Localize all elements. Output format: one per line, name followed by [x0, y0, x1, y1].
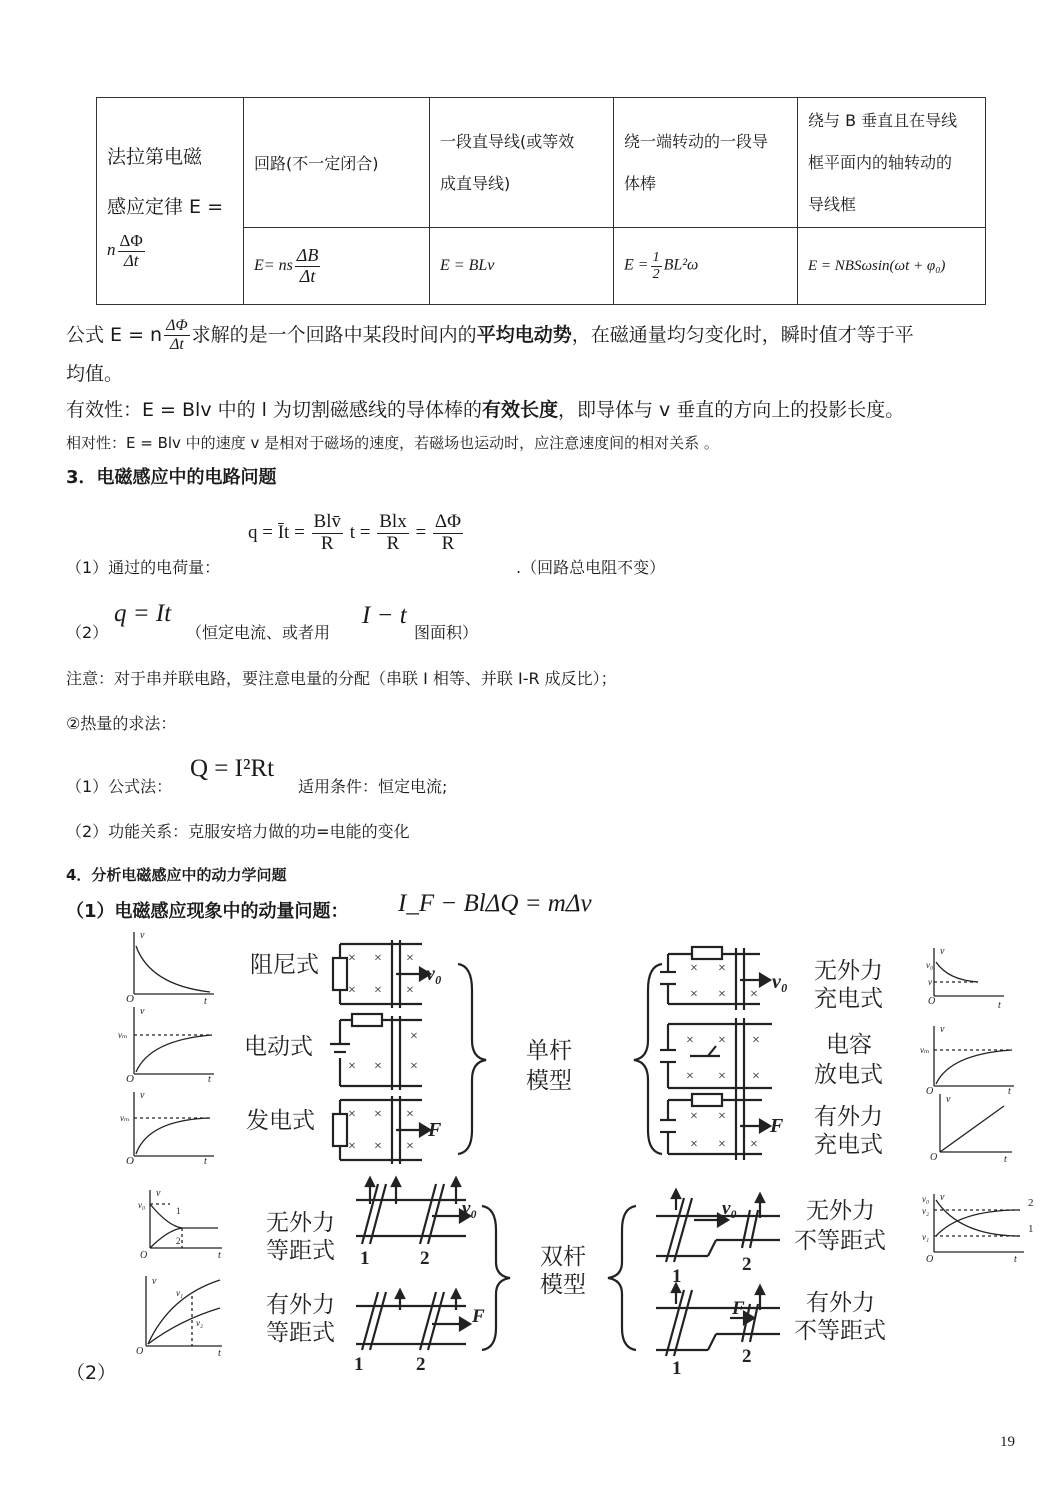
- axis-t: t: [1014, 1254, 1017, 1265]
- rod-number: 2: [742, 1346, 752, 1367]
- field-cross: ×: [406, 951, 414, 966]
- label-with-force-unequal: 有外力: [806, 1290, 875, 1316]
- rod-number: 2: [416, 1354, 426, 1375]
- graph-double-no-force-equal: [150, 1190, 222, 1248]
- label-single-rod: 单杆: [526, 1038, 572, 1064]
- momentum-label: （1）电磁感应现象中的动量问题：: [66, 901, 349, 922]
- field-cross: ×: [752, 1069, 760, 1084]
- label-with-force: 有外力: [814, 1104, 883, 1130]
- field-cross: ×: [752, 1033, 760, 1048]
- momentum-formula: I_F − BlΔQ = mΔv: [398, 890, 592, 917]
- brace-right-double: [608, 1206, 636, 1350]
- current-time-note1: （恒定电流、或者用: [186, 623, 331, 642]
- formula-straight-wire: E = BLv: [430, 228, 614, 305]
- velocity-label: v₀: [772, 971, 788, 993]
- heat-formula-note: 适用条件：恒定电流;: [298, 777, 448, 796]
- brace-left-double: [482, 1206, 510, 1350]
- rod-number: 1: [672, 1266, 682, 1287]
- axis-t: t: [218, 1250, 221, 1261]
- formula-rotating-rod: E = $\frac{1}{2}$ BL²ω: [614, 228, 798, 305]
- field-cross: ×: [686, 1069, 694, 1084]
- field-cross: ×: [410, 1059, 418, 1074]
- header-straight-wire: 一段直导线(或等效 成直导线): [430, 98, 614, 228]
- graph-double-force-equal: [146, 1276, 222, 1346]
- work-energy-relation: （2）功能关系：克服安培力做的功=电能的变化: [66, 822, 410, 841]
- field-cross: ×: [410, 1029, 418, 1044]
- rod-number: 1: [360, 1248, 370, 1269]
- graph-damping: [134, 932, 214, 994]
- graph-capacitor-discharge: [934, 1026, 1014, 1086]
- graph-no-force-charging: [934, 948, 1004, 996]
- axis-v: v: [940, 946, 945, 957]
- axis-origin: O: [136, 1346, 144, 1357]
- axis-v: v: [156, 1188, 161, 1199]
- current-time-graph-formula: I − t: [362, 602, 407, 629]
- brace-right-single: [634, 964, 662, 1154]
- axis-v: v: [152, 1276, 157, 1287]
- velocity-label: v₀: [426, 963, 442, 985]
- axis-origin: O: [926, 1254, 934, 1265]
- field-cross: ×: [690, 987, 698, 1002]
- label-charging: 充电式: [814, 986, 883, 1012]
- vm-label: vₘ: [920, 1045, 930, 1055]
- axis-origin: O: [926, 1086, 934, 1097]
- label-double-with-force: 有外力: [266, 1292, 335, 1318]
- field-cross: ×: [374, 983, 382, 998]
- field-cross: ×: [374, 1059, 382, 1074]
- page-number: 19: [1000, 1434, 1015, 1450]
- header-rotating-frame: 绕与 B 垂直且在导线 框平面内的轴转动的 导线框: [798, 98, 986, 228]
- header-rotating-rod: 绕一端转动的一段导 体棒: [614, 98, 798, 228]
- axis-t: t: [204, 996, 207, 1007]
- axis-t: t: [1004, 1154, 1007, 1165]
- curve-2-label: 2: [1028, 1197, 1034, 1209]
- axis-origin: O: [140, 1250, 148, 1261]
- curve-2-label: 2: [176, 1236, 181, 1246]
- axis-origin: O: [126, 993, 134, 1005]
- label-capacitor: 电容: [826, 1032, 872, 1058]
- field-cross: ×: [406, 1139, 414, 1154]
- field-cross: ×: [750, 1137, 758, 1152]
- label-double-rod: 双杆: [540, 1244, 586, 1270]
- charge-note: .（回路总电阻不变）: [516, 558, 666, 577]
- axis-v: v: [140, 1090, 145, 1101]
- graph-force-charging: [940, 1094, 1012, 1152]
- axis-v: v: [140, 1006, 145, 1017]
- field-cross: ×: [348, 983, 356, 998]
- label-discharge: 放电式: [814, 1062, 883, 1088]
- section-3-title: 3．电磁感应中的电路问题: [66, 467, 277, 488]
- field-cross: ×: [348, 1139, 356, 1154]
- field-cross: ×: [718, 1069, 726, 1084]
- axis-origin: O: [126, 1155, 134, 1167]
- label-double-no-force: 无外力: [266, 1210, 335, 1236]
- heat-heading: ②热量的求法：: [66, 714, 177, 733]
- field-cross: ×: [718, 961, 726, 976]
- rod-number: 2: [420, 1248, 430, 1269]
- field-cross: ×: [690, 1109, 698, 1124]
- paragraph-average-emf: 公式 E = n $\frac{\Delta\Phi}{\Delta t}$ 求解的是一个回路中某段时间内的平均电动势，在磁通量均匀变化时，瞬时值才等于平 均值。: [66, 317, 914, 385]
- v1-label: v₁: [922, 1232, 930, 1242]
- axis-v: v: [940, 1024, 945, 1035]
- row-header-line2: 感应定律 E =: [107, 195, 224, 218]
- field-cross: ×: [686, 1033, 694, 1048]
- charge-formula: q = Īt = $\frac{\text{Blv̄}}{R}$ t = $\frac{\text{Blx}}{R}$ = $\frac{\Delta\Phi}{R}$: [248, 511, 462, 554]
- axis-origin: O: [928, 996, 936, 1007]
- graph-motor: [134, 1007, 214, 1074]
- heat-formula-label: （1）公式法：: [66, 777, 173, 796]
- field-cross: ×: [690, 1137, 698, 1152]
- field-cross: ×: [348, 1059, 356, 1074]
- field-cross: ×: [718, 987, 726, 1002]
- axis-origin: O: [930, 1152, 938, 1163]
- label-unequal-spacing: 不等距式: [794, 1228, 886, 1254]
- field-cross: ×: [406, 1107, 414, 1122]
- v2-label: v₂: [196, 1318, 204, 1328]
- label-single-rod-model: 模型: [526, 1068, 572, 1094]
- v0-label: v₀: [138, 1200, 146, 1210]
- section-4-title: 4．分析电磁感应中的动力学问题: [66, 866, 287, 884]
- axis-t: t: [998, 1000, 1001, 1011]
- field-cross: ×: [374, 1107, 382, 1122]
- label-equal-spacing-2: 等距式: [266, 1320, 335, 1346]
- label-damping: 阻尼式: [250, 952, 319, 978]
- v1-label: v₁: [176, 1288, 184, 1298]
- v2-label: v₂: [922, 1206, 930, 1216]
- circuit-double-force-unequal: [656, 1284, 780, 1356]
- field-cross: ×: [718, 1109, 726, 1124]
- circuit-double-no-force-equal: [356, 1178, 470, 1244]
- field-cross: ×: [348, 1107, 356, 1122]
- axis-v: v: [140, 930, 145, 941]
- induction-models-diagram: [0, 920, 1059, 1380]
- series-parallel-note: 注意：对于串并联电路，要注意电量的分配（串联 I 相等、并联 I-R 成反比）；: [66, 669, 617, 688]
- label-charging-2: 充电式: [814, 1132, 883, 1158]
- field-cross: ×: [718, 1033, 726, 1048]
- label-double-rod-model: 模型: [540, 1272, 586, 1298]
- label-generator: 发电式: [246, 1108, 315, 1134]
- formula-loop: E= ns $\frac{\Delta B}{\Delta t}$: [244, 228, 430, 305]
- field-cross: ×: [374, 951, 382, 966]
- force-label: F: [770, 1115, 784, 1137]
- v0-label: v₀: [926, 960, 934, 970]
- heat-formula: Q = I²Rt: [190, 755, 275, 782]
- velocity-label: v₀: [722, 1198, 738, 1219]
- label-equal-spacing: 等距式: [266, 1238, 335, 1264]
- formula-rotating-frame: E = NBSωsin(ωt + φ₀): [798, 228, 986, 305]
- axis-v: v: [940, 1192, 945, 1203]
- axis-t: t: [204, 1156, 207, 1167]
- row-header-formula: n $\frac{\Delta\Phi}{\Delta t}$: [107, 230, 143, 270]
- curve-1-label: 1: [1028, 1223, 1034, 1235]
- curve-1-label: 1: [176, 1206, 181, 1216]
- label-motor: 电动式: [244, 1034, 313, 1060]
- field-cross: ×: [690, 961, 698, 976]
- paragraph-effectiveness: 有效性：E = Blv 中的 l 为切割磁感线的导体棒的有效长度，即导体与 v 垂直的方向上的投影长度。: [66, 399, 905, 421]
- vm-label: vₘ: [120, 1113, 130, 1123]
- field-cross: ×: [406, 983, 414, 998]
- label-unequal-spacing-2: 不等距式: [794, 1318, 886, 1344]
- force-label: F: [428, 1119, 442, 1141]
- axis-t: t: [218, 1348, 221, 1359]
- circuit-double-no-force-unequal: [656, 1190, 780, 1262]
- axis-t: t: [1008, 1086, 1011, 1097]
- axis-t: t: [208, 1074, 211, 1085]
- current-time-note2: 图面积）: [414, 623, 479, 642]
- field-cross: ×: [750, 987, 758, 1002]
- charge-label: （1）通过的电荷量：: [66, 558, 221, 577]
- field-cross: ×: [348, 951, 356, 966]
- item-2-label: （2）: [66, 1362, 117, 1384]
- graph-double-no-force-unequal: [934, 1194, 1024, 1252]
- rod-number: 1: [354, 1354, 364, 1375]
- current-time-formula: q = It: [114, 600, 172, 627]
- header-loop: 回路(不一定闭合): [244, 98, 430, 228]
- circuit-double-force-equal: [356, 1290, 470, 1350]
- axis-origin: O: [126, 1073, 134, 1085]
- field-cross: ×: [374, 1139, 382, 1154]
- brace-left-single: [458, 964, 486, 1154]
- label-no-force-unequal: 无外力: [806, 1198, 875, 1224]
- label-no-force: 无外力: [814, 958, 883, 984]
- faraday-table: [96, 97, 986, 305]
- row-header-cell: [97, 98, 244, 305]
- force-label: F: [472, 1306, 485, 1327]
- v0-label: v₀: [922, 1194, 930, 1204]
- v-label: v: [928, 977, 932, 987]
- field-cross: ×: [718, 1137, 726, 1152]
- rod-number: 2: [742, 1254, 752, 1275]
- row-header-line1: 法拉第电磁: [107, 145, 203, 168]
- velocity-label: v₀: [462, 1198, 478, 1219]
- graph-generator: [134, 1092, 214, 1156]
- force-label: F: [732, 1298, 745, 1319]
- axis-v: v: [946, 1094, 951, 1105]
- current-time-label: （2）: [66, 623, 109, 642]
- paragraph-relativity: 相对性：E = Blv 中的速度 v 是相对于磁场的速度，若磁场也运动时，应注意速度间的相对关系 。: [66, 434, 719, 452]
- vm-label: vₘ: [118, 1030, 128, 1040]
- circuit-motor: [330, 1014, 422, 1090]
- rod-number: 1: [672, 1358, 682, 1379]
